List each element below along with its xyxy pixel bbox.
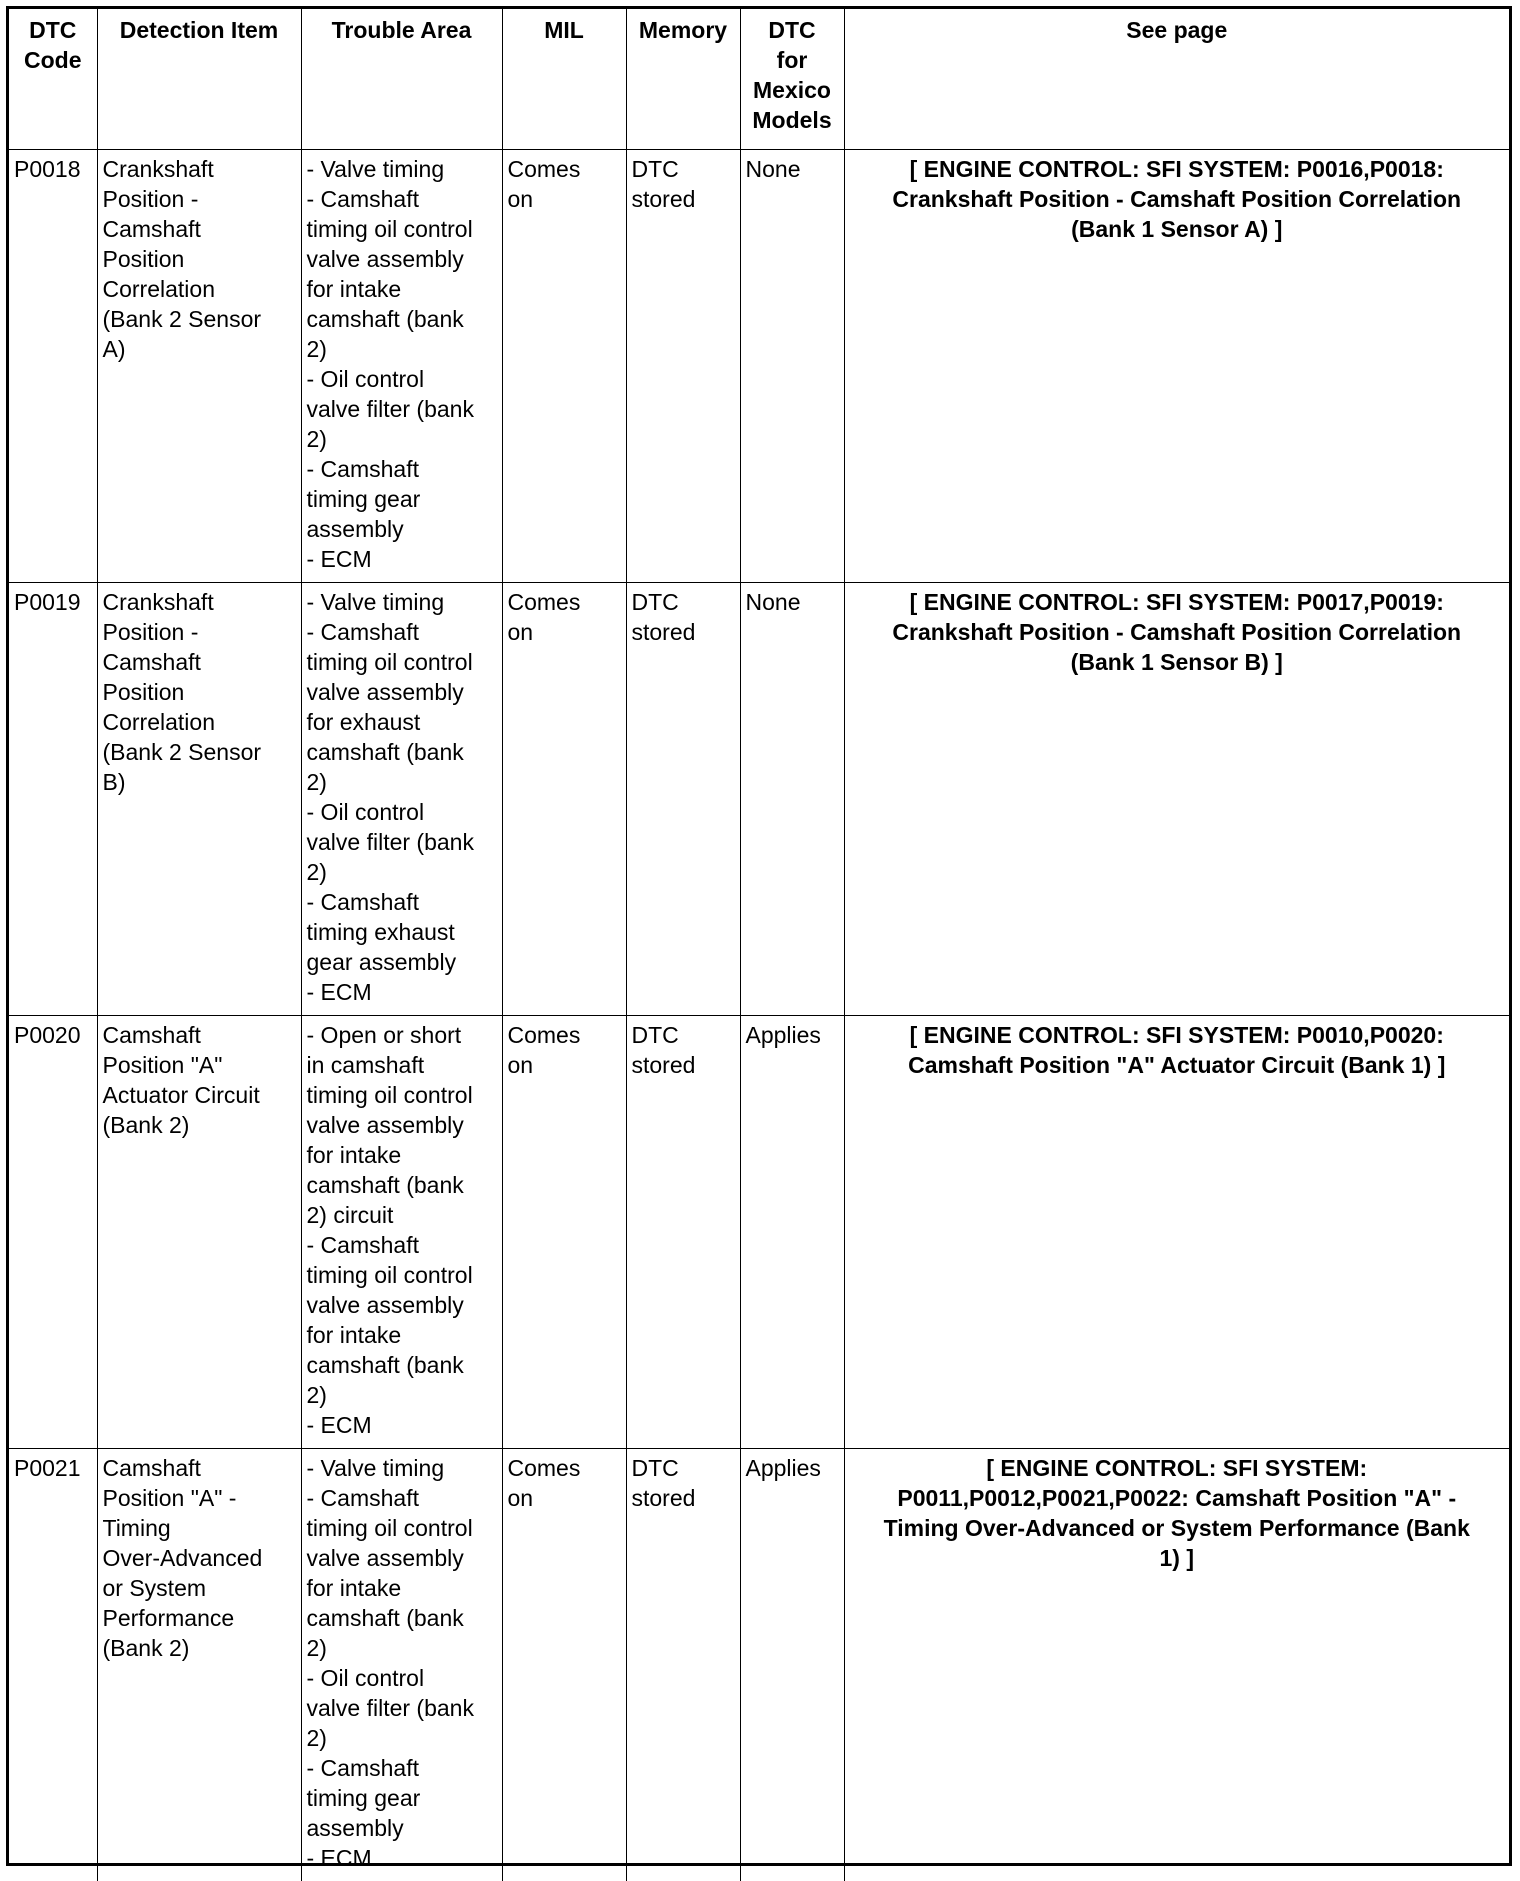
dtc-mexico-cell: None (740, 582, 844, 1015)
detection-item-cell: Crankshaft Position - Camshaft Position Correlation (Bank 2 Sensor B) (97, 582, 301, 1015)
table-row (9, 1448, 1509, 1881)
dtc-mexico-cell: None (740, 149, 844, 582)
table-row (9, 582, 1509, 1015)
dtc-table (9, 9, 1509, 1881)
see-page-link[interactable]: [ ENGINE CONTROL: SFI SYSTEM: P0016,P0018: Crankshaft Position - Camshaft Position Correlation (Bank 1 Sensor A) ] (844, 149, 1509, 582)
memory-cell: DTC stored (626, 582, 740, 1015)
dtc-code-cell: P0021 (9, 1448, 97, 1881)
trouble-area-cell: - Valve timing - Camshaft timing oil control valve assembly for intake camshaft (bank 2) - Oil control valve filter (bank 2) - Camshaft timing gear assembly - ECM (301, 1448, 502, 1881)
table-header-row (9, 9, 1509, 149)
dtc-mexico-cell: Applies (740, 1448, 844, 1881)
memory-cell: DTC stored (626, 1015, 740, 1448)
mil-cell: Comes on (502, 1448, 626, 1881)
mil-cell: Comes on (502, 149, 626, 582)
trouble-area-cell: - Valve timing - Camshaft timing oil control valve assembly for intake camshaft (bank 2) - Oil control valve filter (bank 2) - Camshaft timing gear assembly - ECM (301, 149, 502, 582)
header-dtc-code: DTC Code (9, 9, 97, 149)
table-row (9, 149, 1509, 582)
see-page-link[interactable]: [ ENGINE CONTROL: SFI SYSTEM: P0017,P0019: Crankshaft Position - Camshaft Position Correlation (Bank 1 Sensor B) ] (844, 582, 1509, 1015)
header-detection-item: Detection Item (97, 9, 301, 149)
mil-cell: Comes on (502, 1015, 626, 1448)
dtc-code-cell: P0018 (9, 149, 97, 582)
see-page-link[interactable]: [ ENGINE CONTROL: SFI SYSTEM: P0011,P0012,P0021,P0022: Camshaft Position "A" - Timing Over-Advanced or System Performance (Bank 1) ] (844, 1448, 1509, 1881)
header-memory: Memory (626, 9, 740, 149)
header-see-page: See page (844, 9, 1509, 149)
table-row (9, 1015, 1509, 1448)
header-mil: MIL (502, 9, 626, 149)
dtc-mexico-cell: Applies (740, 1015, 844, 1448)
dtc-code-cell: P0020 (9, 1015, 97, 1448)
header-trouble-area: Trouble Area (301, 9, 502, 149)
trouble-area-cell: - Valve timing - Camshaft timing oil control valve assembly for exhaust camshaft (bank 2) - Oil control valve filter (bank 2) - Camshaft timing exhaust gear assembly - ECM (301, 582, 502, 1015)
detection-item-cell: Camshaft Position "A" Actuator Circuit (Bank 2) (97, 1015, 301, 1448)
trouble-area-cell: - Open or short in camshaft timing oil control valve assembly for intake camshaft (bank 2) circuit - Camshaft timing oil control valve assembly for intake camshaft (bank 2) - ECM (301, 1015, 502, 1448)
dtc-code-cell: P0019 (9, 582, 97, 1015)
memory-cell: DTC stored (626, 149, 740, 582)
dtc-table-sheet (6, 6, 1512, 1871)
memory-cell: DTC stored (626, 1448, 740, 1881)
see-page-link[interactable]: [ ENGINE CONTROL: SFI SYSTEM: P0010,P0020: Camshaft Position "A" Actuator Circuit (Bank 1) ] (844, 1015, 1509, 1448)
mil-cell: Comes on (502, 582, 626, 1015)
detection-item-cell: Camshaft Position "A" - Timing Over-Advanced or System Performance (Bank 2) (97, 1448, 301, 1881)
header-dtc-mexico: DTC for Mexico Models (740, 9, 844, 149)
detection-item-cell: Crankshaft Position - Camshaft Position Correlation (Bank 2 Sensor A) (97, 149, 301, 582)
